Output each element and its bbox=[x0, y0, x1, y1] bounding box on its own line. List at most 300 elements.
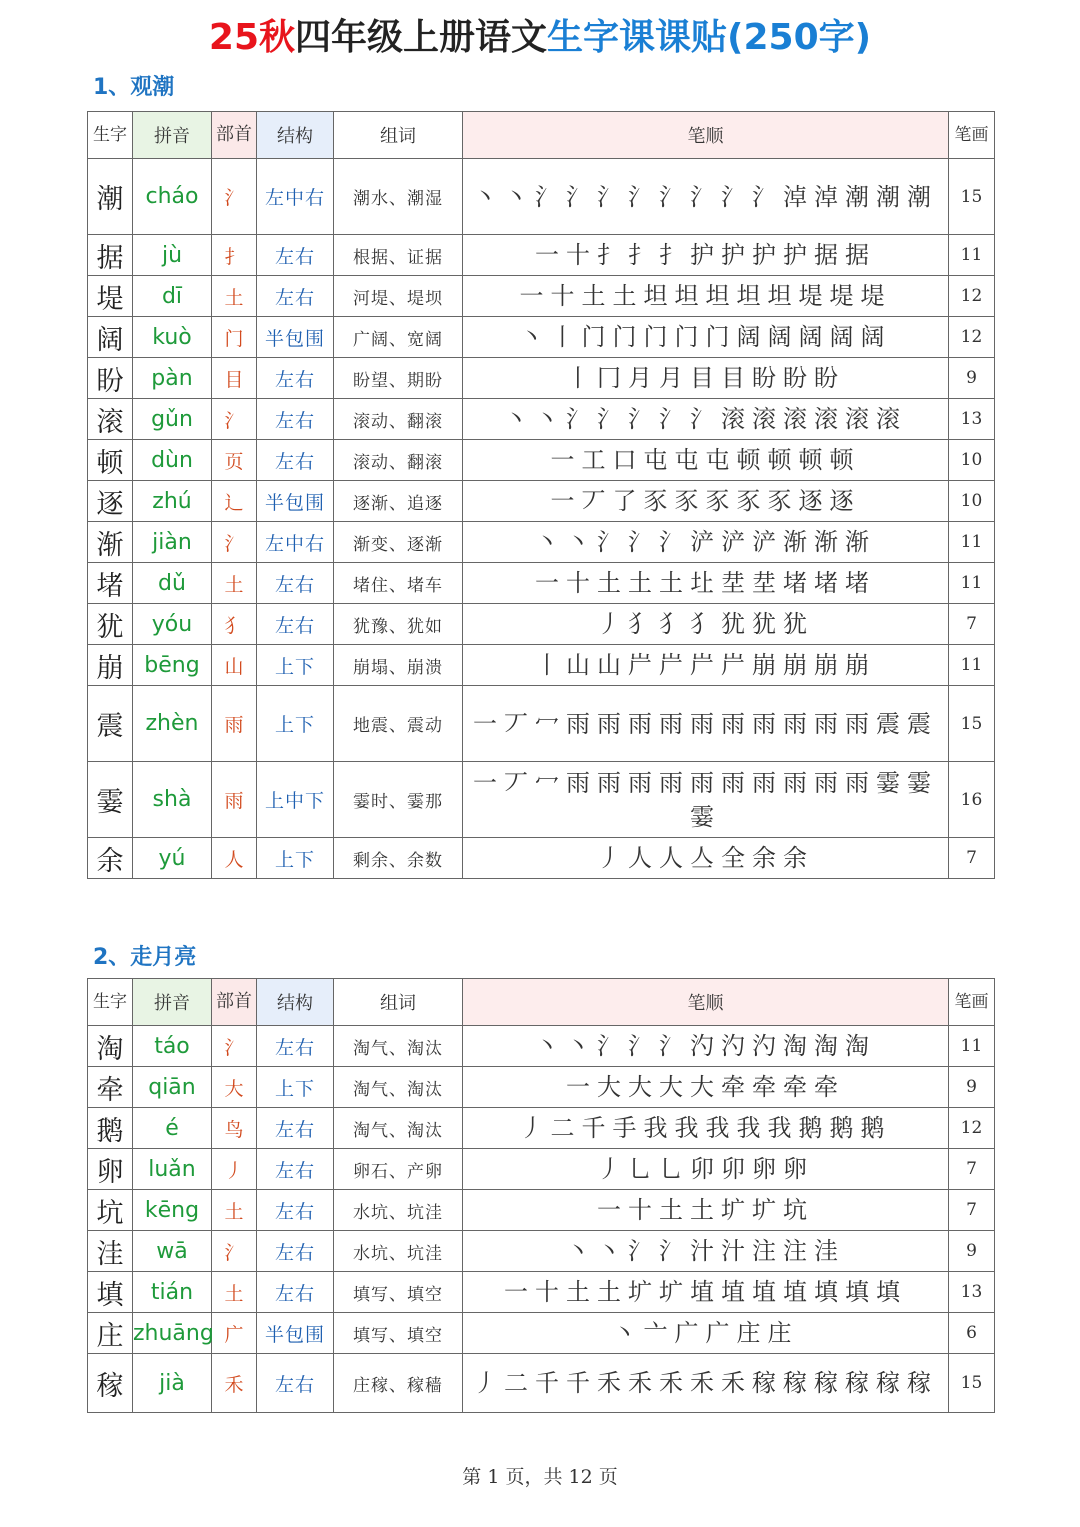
char-cell-text: 阔 bbox=[96, 324, 124, 356]
structure-cell bbox=[257, 563, 334, 604]
char-table-2 bbox=[87, 978, 995, 1413]
words-cell-text: 卵石、产卵 bbox=[353, 1161, 443, 1182]
stroke-order-cell-text: 丶丶氵氵汁汁注注洼 bbox=[566, 1237, 845, 1265]
stroke-count-cell-text: 15 bbox=[960, 186, 983, 207]
char-cell-text: 坑 bbox=[96, 1197, 124, 1229]
stroke-order-cell bbox=[463, 1108, 949, 1149]
words-cell bbox=[334, 1108, 463, 1149]
radical-cell bbox=[212, 399, 257, 440]
pinyin-cell bbox=[133, 317, 212, 358]
stroke-order-cell-text: 一丆冖雨雨雨雨雨雨雨雨雨雨霎霎霎 bbox=[473, 768, 938, 831]
stroke-count-cell bbox=[949, 1190, 995, 1231]
pinyin-cell bbox=[133, 1354, 212, 1413]
stroke-count-cell-text: 11 bbox=[960, 532, 983, 552]
char-cell-text: 庄 bbox=[96, 1320, 124, 1352]
char-cell bbox=[88, 563, 133, 604]
pinyin-cell-text: bēng bbox=[144, 652, 200, 678]
words-cell bbox=[334, 1354, 463, 1413]
stroke-order-cell-text: 一十土土圹圹坑 bbox=[597, 1196, 814, 1224]
stroke-count-cell-text: 10 bbox=[960, 491, 983, 511]
pinyin-cell-text: shà bbox=[152, 787, 192, 812]
pinyin-cell bbox=[133, 440, 212, 481]
char-cell-text: 堤 bbox=[96, 283, 124, 315]
words-cell-text: 广阔、宽阔 bbox=[353, 329, 443, 350]
char-cell-text: 稼 bbox=[96, 1370, 124, 1402]
table-row bbox=[88, 317, 995, 358]
char-cell-text: 震 bbox=[96, 711, 124, 742]
stroke-order-cell bbox=[463, 276, 949, 317]
radical-cell bbox=[212, 1272, 257, 1313]
char-cell-text: 洼 bbox=[96, 1238, 124, 1270]
stroke-order-cell bbox=[463, 1026, 949, 1067]
char-cell-text: 余 bbox=[96, 845, 124, 877]
structure-cell-text: 左右 bbox=[274, 1036, 315, 1059]
words-cell bbox=[334, 159, 463, 235]
pinyin-cell-text: gǔn bbox=[151, 406, 193, 432]
words-cell-text: 淘气、淘汰 bbox=[353, 1038, 443, 1059]
stroke-count-cell-text: 11 bbox=[960, 245, 983, 265]
radical-cell bbox=[212, 317, 257, 358]
char-cell bbox=[88, 1149, 133, 1190]
pinyin-cell-text: zhèn bbox=[145, 711, 199, 736]
stroke-order-cell bbox=[463, 762, 949, 838]
stroke-count-cell-text: 7 bbox=[966, 614, 977, 634]
words-cell-text: 水坑、坑洼 bbox=[353, 1202, 443, 1223]
radical-cell bbox=[212, 563, 257, 604]
structure-cell-text: 上下 bbox=[274, 655, 315, 678]
stroke-count-cell bbox=[949, 481, 995, 522]
stroke-order-cell bbox=[463, 358, 949, 399]
structure-cell bbox=[257, 159, 334, 235]
pinyin-cell bbox=[133, 522, 212, 563]
pinyin-cell-text: zhú bbox=[152, 488, 192, 514]
words-cell bbox=[334, 563, 463, 604]
char-cell-text: 盼 bbox=[96, 365, 124, 397]
char-cell-text: 犹 bbox=[96, 611, 124, 643]
radical-cell-text: 土 bbox=[224, 1200, 244, 1223]
header-char: 生字 bbox=[88, 979, 133, 1026]
words-cell-text: 根据、证据 bbox=[353, 247, 443, 268]
words-cell bbox=[334, 838, 463, 879]
radical-cell-text: 雨 bbox=[224, 714, 244, 736]
structure-cell-text: 左右 bbox=[274, 409, 315, 432]
radical-cell bbox=[212, 522, 257, 563]
char-cell-text: 崩 bbox=[96, 652, 124, 684]
char-cell-text: 霎 bbox=[96, 787, 124, 818]
pinyin-cell-text: dùn bbox=[151, 447, 193, 473]
words-cell bbox=[334, 276, 463, 317]
structure-cell-text: 左右 bbox=[274, 368, 315, 391]
header-stroke-count: 笔画 bbox=[949, 979, 995, 1026]
char-cell bbox=[88, 1067, 133, 1108]
char-cell bbox=[88, 1313, 133, 1354]
pinyin-cell-text: táo bbox=[154, 1033, 190, 1059]
structure-cell bbox=[257, 235, 334, 276]
stroke-count-cell bbox=[949, 1149, 995, 1190]
words-cell-text: 淘气、淘汰 bbox=[353, 1120, 443, 1141]
words-cell-text: 逐渐、追逐 bbox=[353, 493, 443, 514]
char-cell-text: 淘 bbox=[96, 1033, 124, 1065]
stroke-count-cell bbox=[949, 563, 995, 604]
table-row bbox=[88, 481, 995, 522]
stroke-count-cell bbox=[949, 686, 995, 762]
char-table-1 bbox=[87, 111, 995, 879]
pinyin-cell bbox=[133, 399, 212, 440]
char-cell bbox=[88, 1108, 133, 1149]
stroke-order-cell-text: 一十土土圹圹埴埴埴埴填填填 bbox=[504, 1278, 907, 1306]
stroke-order-cell-text: 一丆冖雨雨雨雨雨雨雨雨雨雨震震 bbox=[473, 709, 938, 738]
stroke-count-cell bbox=[949, 604, 995, 645]
radical-cell-text: 山 bbox=[224, 655, 244, 678]
structure-cell bbox=[257, 762, 334, 838]
stroke-order-cell bbox=[463, 838, 949, 879]
radical-cell-text: 门 bbox=[224, 327, 244, 350]
pinyin-cell bbox=[133, 1108, 212, 1149]
structure-cell-text: 左右 bbox=[274, 1282, 315, 1305]
stroke-order-cell-text: 丿二千千禾禾禾禾禾稼稼稼稼稼稼 bbox=[473, 1369, 938, 1397]
radical-cell bbox=[212, 604, 257, 645]
structure-cell bbox=[257, 1313, 334, 1354]
radical-cell bbox=[212, 440, 257, 481]
words-cell bbox=[334, 358, 463, 399]
stroke-count-cell-text: 12 bbox=[960, 286, 983, 306]
pinyin-cell bbox=[133, 1190, 212, 1231]
stroke-count-cell-text: 16 bbox=[960, 789, 983, 810]
char-cell-text: 鹅 bbox=[96, 1115, 124, 1147]
radical-cell bbox=[212, 1149, 257, 1190]
structure-cell bbox=[257, 838, 334, 879]
stroke-order-cell bbox=[463, 1231, 949, 1272]
words-cell bbox=[334, 686, 463, 762]
stroke-count-cell bbox=[949, 235, 995, 276]
table-row bbox=[88, 1067, 995, 1108]
stroke-count-cell-text: 10 bbox=[960, 450, 983, 470]
stroke-order-cell bbox=[463, 604, 949, 645]
radical-cell bbox=[212, 1067, 257, 1108]
radical-cell-text: 氵 bbox=[224, 532, 244, 555]
structure-cell-text: 左右 bbox=[274, 1159, 315, 1182]
structure-cell-text: 左右 bbox=[274, 1373, 315, 1396]
words-cell bbox=[334, 762, 463, 838]
stroke-order-cell bbox=[463, 1313, 949, 1354]
stroke-count-cell bbox=[949, 440, 995, 481]
char-cell bbox=[88, 317, 133, 358]
structure-cell bbox=[257, 522, 334, 563]
structure-cell-text: 半包围 bbox=[264, 491, 325, 514]
stroke-count-cell-text: 12 bbox=[960, 1118, 983, 1138]
header-radical: 部首 bbox=[212, 979, 257, 1026]
stroke-order-cell-text: 丨山山屵屵屵屵崩崩崩崩 bbox=[535, 651, 876, 679]
char-cell bbox=[88, 235, 133, 276]
stroke-count-cell bbox=[949, 1026, 995, 1067]
title-part-1: 25秋 bbox=[208, 17, 296, 58]
pinyin-cell bbox=[133, 838, 212, 879]
structure-cell-text: 上下 bbox=[274, 1077, 315, 1100]
char-cell bbox=[88, 686, 133, 762]
char-cell bbox=[88, 1231, 133, 1272]
header-structure: 结构 bbox=[257, 112, 334, 159]
stroke-order-cell-text: 丶丨门门门门门阔阔阔阔阔 bbox=[519, 323, 892, 351]
pinyin-cell bbox=[133, 1231, 212, 1272]
pinyin-cell-text: wā bbox=[156, 1238, 188, 1264]
char-cell-text: 堵 bbox=[96, 570, 124, 602]
structure-cell-text: 左右 bbox=[274, 573, 315, 596]
words-cell bbox=[334, 1067, 463, 1108]
pinyin-cell bbox=[133, 1067, 212, 1108]
radical-cell-text: 氵 bbox=[224, 187, 244, 209]
radical-cell bbox=[212, 358, 257, 399]
structure-cell-text: 左右 bbox=[274, 450, 315, 473]
words-cell-text: 渐变、逐渐 bbox=[353, 534, 443, 555]
stroke-order-cell bbox=[463, 1190, 949, 1231]
stroke-count-cell-text: 15 bbox=[960, 713, 983, 734]
pinyin-cell bbox=[133, 604, 212, 645]
stroke-count-cell-text: 15 bbox=[960, 1373, 983, 1393]
char-cell bbox=[88, 1354, 133, 1413]
pinyin-cell bbox=[133, 159, 212, 235]
char-cell-text: 据 bbox=[96, 242, 124, 274]
char-cell-text: 潮 bbox=[96, 184, 124, 215]
radical-cell-text: 页 bbox=[224, 450, 244, 473]
stroke-count-cell bbox=[949, 762, 995, 838]
stroke-order-cell bbox=[463, 399, 949, 440]
pinyin-cell-text: jù bbox=[161, 242, 183, 268]
char-cell bbox=[88, 1026, 133, 1067]
structure-cell-text: 上下 bbox=[274, 848, 315, 871]
radical-cell-text: 禾 bbox=[224, 1373, 244, 1396]
structure-cell-text: 左中右 bbox=[264, 532, 325, 555]
stroke-order-cell-text: 一十土土土圵坓坓堵堵堵 bbox=[535, 569, 876, 597]
stroke-count-cell bbox=[949, 1354, 995, 1413]
stroke-order-cell bbox=[463, 522, 949, 563]
pinyin-cell bbox=[133, 762, 212, 838]
pinyin-cell-text: jiàn bbox=[152, 529, 192, 555]
pinyin-cell-text: zhuāng bbox=[133, 1320, 214, 1346]
radical-cell bbox=[212, 1313, 257, 1354]
radical-cell-text: 人 bbox=[224, 848, 244, 871]
stroke-order-cell bbox=[463, 440, 949, 481]
char-cell bbox=[88, 276, 133, 317]
structure-cell bbox=[257, 440, 334, 481]
structure-cell bbox=[257, 1067, 334, 1108]
table-row bbox=[88, 645, 995, 686]
words-cell-text: 潮水、潮湿 bbox=[353, 189, 443, 209]
table-row bbox=[88, 838, 995, 879]
stroke-order-cell-text: 丨冂月月目目盼盼盼 bbox=[566, 364, 845, 392]
header-strokes: 笔顺 bbox=[463, 112, 949, 159]
stroke-count-cell bbox=[949, 159, 995, 235]
stroke-order-cell-text: 一大大大大牵牵牵牵 bbox=[566, 1073, 845, 1101]
stroke-count-cell bbox=[949, 399, 995, 440]
radical-cell-text: 目 bbox=[224, 368, 244, 391]
stroke-order-cell-text: 丿二千手我我我我我鹅鹅鹅 bbox=[519, 1114, 892, 1142]
radical-cell-text: 氵 bbox=[224, 1036, 244, 1059]
radical-cell bbox=[212, 1354, 257, 1413]
radical-cell bbox=[212, 762, 257, 838]
structure-cell bbox=[257, 604, 334, 645]
table-row bbox=[88, 1149, 995, 1190]
words-cell-text: 滚动、翻滚 bbox=[353, 411, 443, 432]
char-cell-text: 牵 bbox=[96, 1074, 124, 1106]
pinyin-cell bbox=[133, 235, 212, 276]
radical-cell-text: 扌 bbox=[224, 245, 244, 268]
words-cell-text: 淘气、淘汰 bbox=[353, 1079, 443, 1100]
radical-cell-text: 广 bbox=[224, 1323, 244, 1346]
table-row bbox=[88, 235, 995, 276]
pinyin-cell-text: tián bbox=[150, 1279, 194, 1305]
table-row bbox=[88, 440, 995, 481]
radical-cell-text: 土 bbox=[224, 1282, 244, 1305]
char-cell bbox=[88, 604, 133, 645]
stroke-count-cell-text: 9 bbox=[966, 1241, 977, 1261]
radical-cell-text: 丿 bbox=[224, 1159, 244, 1182]
stroke-count-cell bbox=[949, 1272, 995, 1313]
structure-cell-text: 半包围 bbox=[264, 1323, 325, 1346]
words-cell bbox=[334, 604, 463, 645]
table-row bbox=[88, 358, 995, 399]
words-cell-text: 剩余、余数 bbox=[353, 850, 443, 871]
char-cell bbox=[88, 399, 133, 440]
stroke-order-cell bbox=[463, 1354, 949, 1413]
stroke-count-cell-text: 9 bbox=[966, 368, 977, 388]
radical-cell-text: 雨 bbox=[224, 790, 244, 812]
stroke-order-cell-text: 丶丶氵氵氵氵氵氵氵氵淖淖潮潮潮 bbox=[473, 182, 938, 211]
title-part-3: 生字课课贴(250字) bbox=[547, 17, 872, 58]
table-row bbox=[88, 1272, 995, 1313]
stroke-count-cell-text: 13 bbox=[960, 1282, 983, 1302]
pinyin-cell-text: kuò bbox=[152, 324, 192, 350]
stroke-order-cell-text: 丶丶氵氵氵浐浐浐渐渐渐 bbox=[535, 528, 876, 556]
pinyin-cell-text: dī bbox=[161, 283, 183, 309]
structure-cell bbox=[257, 276, 334, 317]
pinyin-cell bbox=[133, 1313, 212, 1354]
stroke-order-cell-text: 丿乚乚卯卯卵卵 bbox=[597, 1155, 814, 1183]
radical-cell-text: 土 bbox=[224, 286, 244, 309]
stroke-count-cell bbox=[949, 838, 995, 879]
words-cell-text: 堵住、堵车 bbox=[353, 575, 443, 596]
stroke-order-cell bbox=[463, 481, 949, 522]
pinyin-cell-text: jià bbox=[159, 1370, 185, 1396]
structure-cell bbox=[257, 1108, 334, 1149]
radical-cell-text: 氵 bbox=[224, 409, 244, 432]
pinyin-cell bbox=[133, 276, 212, 317]
words-cell-text: 崩塌、崩溃 bbox=[353, 657, 443, 678]
words-cell bbox=[334, 645, 463, 686]
table-row bbox=[88, 1108, 995, 1149]
pinyin-cell bbox=[133, 645, 212, 686]
structure-cell-text: 左右 bbox=[274, 286, 315, 309]
words-cell-text: 河堤、堤坝 bbox=[353, 288, 443, 309]
structure-cell bbox=[257, 686, 334, 762]
stroke-order-cell bbox=[463, 686, 949, 762]
char-cell bbox=[88, 645, 133, 686]
char-cell bbox=[88, 481, 133, 522]
stroke-count-cell bbox=[949, 1313, 995, 1354]
radical-cell bbox=[212, 1190, 257, 1231]
structure-cell-text: 左右 bbox=[274, 614, 315, 637]
words-cell bbox=[334, 440, 463, 481]
structure-cell bbox=[257, 645, 334, 686]
page-footer: 第 1 页，共 12 页 bbox=[462, 1466, 618, 1488]
table-row bbox=[88, 762, 995, 838]
radical-cell bbox=[212, 276, 257, 317]
char-cell bbox=[88, 440, 133, 481]
words-cell bbox=[334, 1149, 463, 1190]
stroke-order-cell-text: 丶丶氵氵氵氵氵滚滚滚滚滚滚 bbox=[504, 405, 907, 433]
header-strokes: 笔顺 bbox=[463, 979, 949, 1026]
structure-cell-text: 左右 bbox=[274, 1241, 315, 1264]
section-title-2: 2、走月亮 bbox=[93, 945, 197, 970]
pinyin-cell-text: é bbox=[165, 1115, 179, 1141]
table-row bbox=[88, 276, 995, 317]
pinyin-cell-text: kēng bbox=[144, 1197, 200, 1223]
radical-cell-text: 辶 bbox=[224, 491, 244, 514]
char-cell-text: 卵 bbox=[96, 1156, 124, 1188]
char-cell-text: 逐 bbox=[96, 488, 124, 520]
words-cell bbox=[334, 481, 463, 522]
words-cell-text: 填写、填空 bbox=[353, 1325, 443, 1346]
header-words: 组词 bbox=[334, 112, 463, 159]
pinyin-cell-text: luǎn bbox=[148, 1156, 196, 1182]
table-header-row bbox=[88, 979, 995, 1026]
radical-cell-text: 土 bbox=[224, 573, 244, 596]
table-row bbox=[88, 399, 995, 440]
stroke-order-cell-text: 一丆了豕豕豕豕豕逐逐 bbox=[550, 487, 861, 515]
stroke-order-cell-text: 丶亠广广庄庄 bbox=[612, 1319, 799, 1347]
stroke-count-cell-text: 11 bbox=[960, 1036, 983, 1056]
table-row bbox=[88, 604, 995, 645]
structure-cell-text: 上中下 bbox=[264, 790, 325, 812]
stroke-count-cell-text: 6 bbox=[966, 1323, 977, 1343]
char-cell-text: 填 bbox=[96, 1279, 124, 1311]
pinyin-cell bbox=[133, 481, 212, 522]
pinyin-cell-text: yú bbox=[158, 845, 186, 871]
stroke-count-cell-text: 12 bbox=[960, 327, 983, 347]
table-row bbox=[88, 563, 995, 604]
char-cell bbox=[88, 358, 133, 399]
structure-cell bbox=[257, 1026, 334, 1067]
stroke-count-cell-text: 7 bbox=[966, 1200, 977, 1220]
radical-cell bbox=[212, 235, 257, 276]
pinyin-cell-text: yóu bbox=[151, 611, 193, 637]
table-row bbox=[88, 1313, 995, 1354]
words-cell bbox=[334, 1190, 463, 1231]
structure-cell bbox=[257, 481, 334, 522]
stroke-count-cell bbox=[949, 645, 995, 686]
structure-cell bbox=[257, 317, 334, 358]
structure-cell-text: 左右 bbox=[274, 245, 315, 268]
structure-cell bbox=[257, 1231, 334, 1272]
stroke-count-cell-text: 11 bbox=[960, 655, 983, 675]
title-part-2: 四年级上册语文 bbox=[295, 17, 548, 58]
words-cell-text: 滚动、翻滚 bbox=[353, 452, 443, 473]
pinyin-cell bbox=[133, 1026, 212, 1067]
char-cell bbox=[88, 522, 133, 563]
stroke-order-cell-text: 丿犭犭犭犹犹犹 bbox=[597, 610, 814, 638]
header-words: 组词 bbox=[334, 979, 463, 1026]
page-title bbox=[0, 12, 1080, 64]
pinyin-cell bbox=[133, 1149, 212, 1190]
stroke-order-cell bbox=[463, 1272, 949, 1313]
words-cell bbox=[334, 1313, 463, 1354]
table-row bbox=[88, 1026, 995, 1067]
pinyin-cell bbox=[133, 1272, 212, 1313]
header-stroke-count: 笔画 bbox=[949, 112, 995, 159]
structure-cell bbox=[257, 1354, 334, 1413]
structure-cell bbox=[257, 358, 334, 399]
table-header-row bbox=[88, 112, 995, 159]
table-row bbox=[88, 1354, 995, 1413]
